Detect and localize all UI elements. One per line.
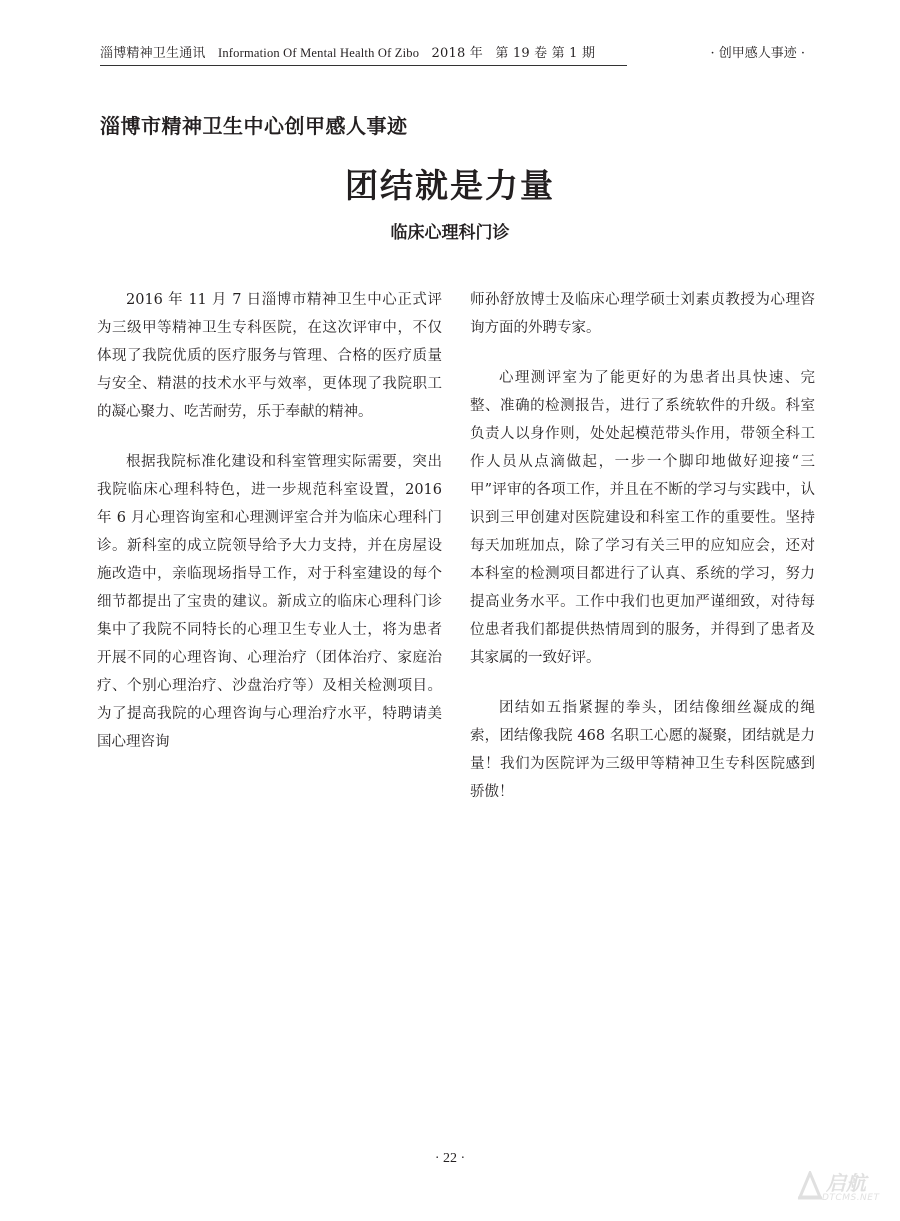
series-title: 淄博市精神卫生中心创甲感人事迹 (100, 114, 408, 138)
paragraph-continuation: 师孙舒放博士及临床心理学硕士刘素贞教授为心理咨询方面的外聘专家。 (470, 292, 815, 336)
paragraph: 根据我院标准化建设和科室管理实际需要，突出我院临床心理科特色，进一步规范科室设置，2016 年 6 月心理咨询室和心理测评室合并为临床心理科门诊。新科室的成立院领导给予大力支持，并在房屋设施改造中，亲临现场指导工作，对于科室建设的每个细节都提出了宝贵的建议。新成立的临床心理科门诊集中了我院不同特长的心理卫生专业人士，将为患者开展不同的心理咨询、心理治疗（团体治疗、家庭治疗、个别心理治疗、沙盘治疗等）及相关检测项目。为了提高我院的心理咨询与心理治疗水平，特聘请美国心理咨询 (97, 454, 442, 750)
watermark-text: 启航 (826, 1171, 866, 1195)
journal-year: 2018 年 (431, 46, 483, 61)
journal-info (100, 42, 627, 66)
journal-name-en: Information Of Mental Health Of Zibo (217, 46, 420, 60)
section-label: · 创甲感人事迹 · (710, 46, 805, 61)
running-header (100, 42, 805, 66)
watermark-site: DTCMS.NET (822, 1193, 880, 1203)
page-number: · 22 · (434, 1151, 466, 1166)
journal-name-cn: 淄博精神卫生通讯 (100, 46, 206, 61)
article-title: 团结就是力量 (345, 166, 555, 205)
paragraph: 心理测评室为了能更好的为患者出具快速、完整、准确的检测报告，进行了系统软件的升级。科室负责人以身作则，处处起模范带头作用，带领全科工作人员从点滴做起，一步一个脚印地做好迎接“三甲”评审的各项工作，并且在不断的学习与实践中，认识到三甲创建对医院建设和科室工作的重要性。坚持每天加班加点，除了学习有关三甲的应知应会，还对本科室的检测项目都进行了认真、系统的学习，努力提高业务水平。工作中我们也更加严谨细致，对待每位患者我们都提供热情周到的服务，并得到了患者及其家属的一致好评。 (470, 370, 815, 666)
left-column (97, 286, 442, 778)
sail-icon (796, 1171, 824, 1201)
right-column (470, 286, 815, 828)
paragraph: 团结如五指紧握的拳头，团结像细丝凝成的绳索，团结像我院 468 名职工心愿的凝聚，团结就是力量！我们为医院评为三级甲等精神卫生专科医院感到骄傲！ (470, 700, 815, 800)
watermark-logo (792, 1167, 882, 1207)
paragraph: 2016 年 11 月 7 日淄博市精神卫生中心正式评为三级甲等精神卫生专科医院，在这次评审中，不仅体现了我院优质的医疗服务与管理、合格的医疗质量与安全、精湛的技术水平与效率，更体现了我院职工的凝心聚力、吃苦耐劳，乐于奉献的精神。 (97, 292, 442, 420)
journal-issue: 第 19 卷 第 1 期 (495, 46, 596, 61)
article-author: 临床心理科门诊 (390, 223, 510, 243)
